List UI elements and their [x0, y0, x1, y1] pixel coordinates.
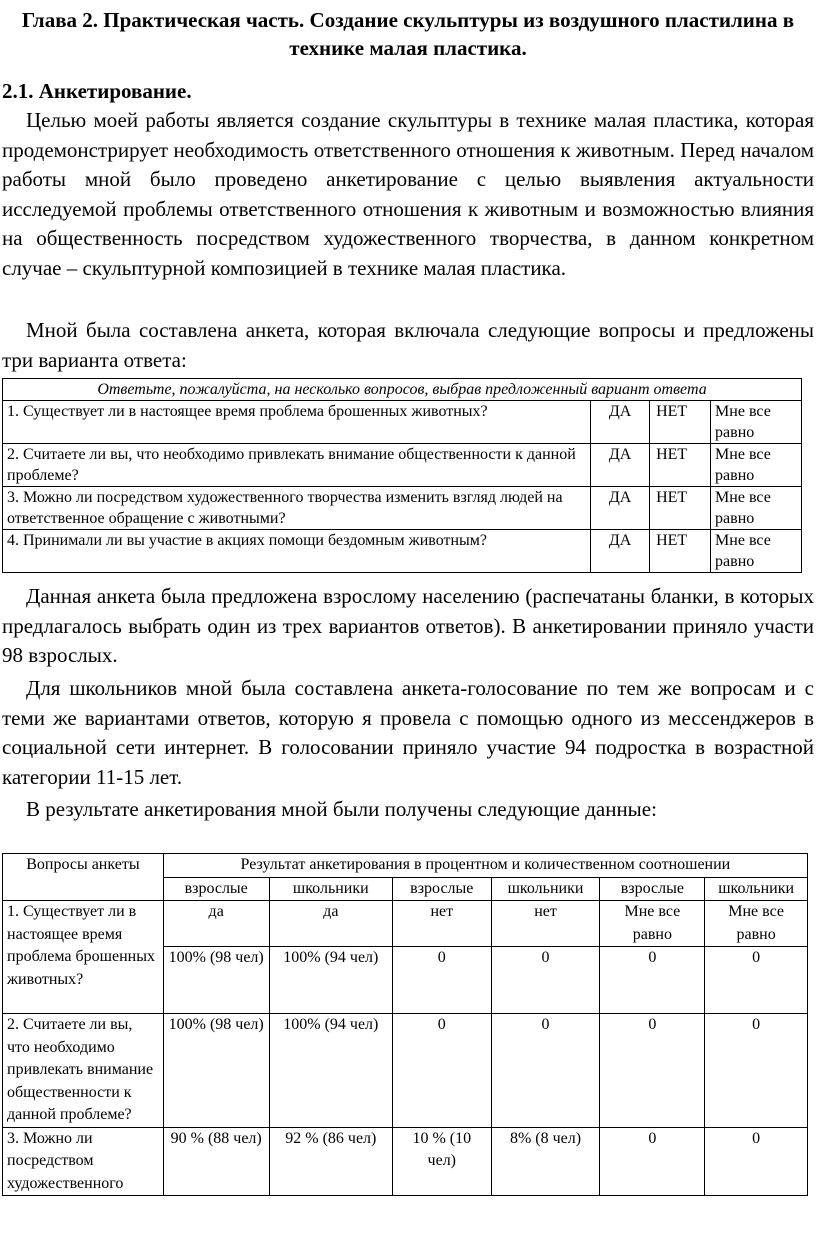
result-cell: 0 — [705, 1127, 808, 1196]
answer-label: да — [163, 901, 269, 947]
answer-no: НЕТ — [650, 444, 711, 487]
answer-yes: ДА — [591, 530, 650, 573]
header-questions: Вопросы анкеты — [3, 854, 164, 901]
answer-no: НЕТ — [650, 401, 711, 444]
result-cell: 0 — [705, 1014, 808, 1128]
question-text: 2. Считаете ли вы, что необходимо привлекать внимание общественности к данной проблеме? — [3, 1014, 164, 1128]
answer-yes: ДА — [591, 444, 650, 487]
group-label: школьники — [269, 877, 392, 901]
result-cell: 10 % (10 чел) — [393, 1127, 492, 1196]
answer-label: да — [269, 901, 392, 947]
result-cell: 100% (98 чел) — [163, 947, 269, 1014]
question-text: 1. Существует ли в настоящее время проблема брошенных животных? — [3, 401, 591, 444]
answer-yes: ДА — [591, 401, 650, 444]
group-label: взрослые — [393, 877, 492, 901]
answer-label: нет — [393, 901, 492, 947]
answer-yes: ДА — [591, 487, 650, 530]
question-text: 3. Можно ли посредством художественного творчества изменить взгляд людей на ответственное обращение с животными? — [3, 487, 591, 530]
results-table — [2, 853, 808, 1196]
answer-no: НЕТ — [650, 487, 711, 530]
result-cell: 0 — [491, 947, 600, 1014]
group-label: взрослые — [163, 877, 269, 901]
table-row — [3, 401, 802, 444]
answer-indifferent: Мне все равно — [711, 487, 802, 530]
result-cell: 0 — [600, 1127, 705, 1196]
table-row — [3, 530, 802, 573]
result-cell: 0 — [491, 1014, 600, 1128]
header-results: Результат анкетирования в процентном и количественном соотношении — [163, 854, 807, 878]
paragraph-questionnaire-intro: Мной была составлена анкета, которая включала следующие вопросы и предложены три варианта ответа: — [2, 318, 814, 372]
result-cell: 0 — [393, 947, 492, 1014]
answer-label: Мне все равно — [705, 901, 808, 947]
answer-indifferent: Мне все равно — [711, 530, 802, 573]
table-row — [3, 444, 802, 487]
result-cell: 0 — [705, 947, 808, 1014]
question-text: 1. Существует ли в настоящее время проблема брошенных животных? — [3, 901, 164, 1014]
result-cell: 92 % (86 чел) — [269, 1127, 392, 1196]
answer-label: нет — [491, 901, 600, 947]
answer-no: НЕТ — [650, 530, 711, 573]
question-text: 3. Можно ли посредством художественного — [3, 1127, 164, 1196]
group-label: школьники — [705, 877, 808, 901]
questionnaire-table — [2, 378, 802, 573]
table-row — [3, 901, 808, 947]
questionnaire-header: Ответьте, пожалуйста, на несколько вопросов, выбрав предложенный вариант ответа — [3, 379, 802, 401]
result-cell: 100% (94 чел) — [269, 947, 392, 1014]
chapter-title: Глава 2. Практическая часть. Создание скульптуры из воздушного пластилина в технике малая пластика. — [21, 8, 795, 60]
table-header-row — [3, 854, 808, 878]
answer-indifferent: Мне все равно — [711, 444, 802, 487]
result-cell: 100% (94 чел) — [269, 1014, 392, 1128]
table-row — [3, 1127, 808, 1196]
table-row — [3, 487, 802, 530]
paragraph-adults: Данная анкета была предложена взрослому населению (распечатаны бланки, в которых предлагалось выбрать один из трех вариантов ответов). В анкетировании приняло участи 98 взрослых. — [2, 584, 814, 667]
paragraph-goal: Целью моей работы является создание скульптуры в технике малая пластика, которая продемонстрирует необходимость ответственного отношения к животным. Перед началом работы мной было проведено анкетирование с целью выявления актуальности исследуемой проблемы ответственного отношения к животным и возможностью влияния на общественность посредством художественного творчества, в данном конкретном случае – скульптурной композицией в технике малая пластика. — [2, 108, 814, 280]
result-cell: 0 — [393, 1014, 492, 1128]
table-row — [3, 1014, 808, 1128]
group-label: взрослые — [600, 877, 705, 901]
paragraph-results-intro: В результате анкетирования мной были получены следующие данные: — [26, 797, 657, 821]
result-cell: 0 — [600, 1014, 705, 1128]
question-text: 2. Считаете ли вы, что необходимо привлекать внимание общественности к данной проблеме? — [3, 444, 591, 487]
section-title: 2.1. Анкетирование. — [2, 79, 192, 103]
result-cell: 8% (8 чел) — [491, 1127, 600, 1196]
result-cell: 0 — [600, 947, 705, 1014]
result-cell: 100% (98 чел) — [163, 1014, 269, 1128]
question-text: 4. Принимали ли вы участие в акциях помощи бездомным животным? — [3, 530, 591, 573]
paragraph-students: Для школьников мной была составлена анкета-голосование по тем же вопросам и с теми же вариантами ответов, которую я провела с помощью одного из мессенджеров в социальной сети интернет. В голосовании приняло участие 94 подростка в возрастной категории 11-15 лет. — [2, 676, 814, 789]
answer-indifferent: Мне все равно — [711, 401, 802, 444]
group-label: школьники — [491, 877, 600, 901]
answer-label: Мне все равно — [600, 901, 705, 947]
result-cell: 90 % (88 чел) — [163, 1127, 269, 1196]
